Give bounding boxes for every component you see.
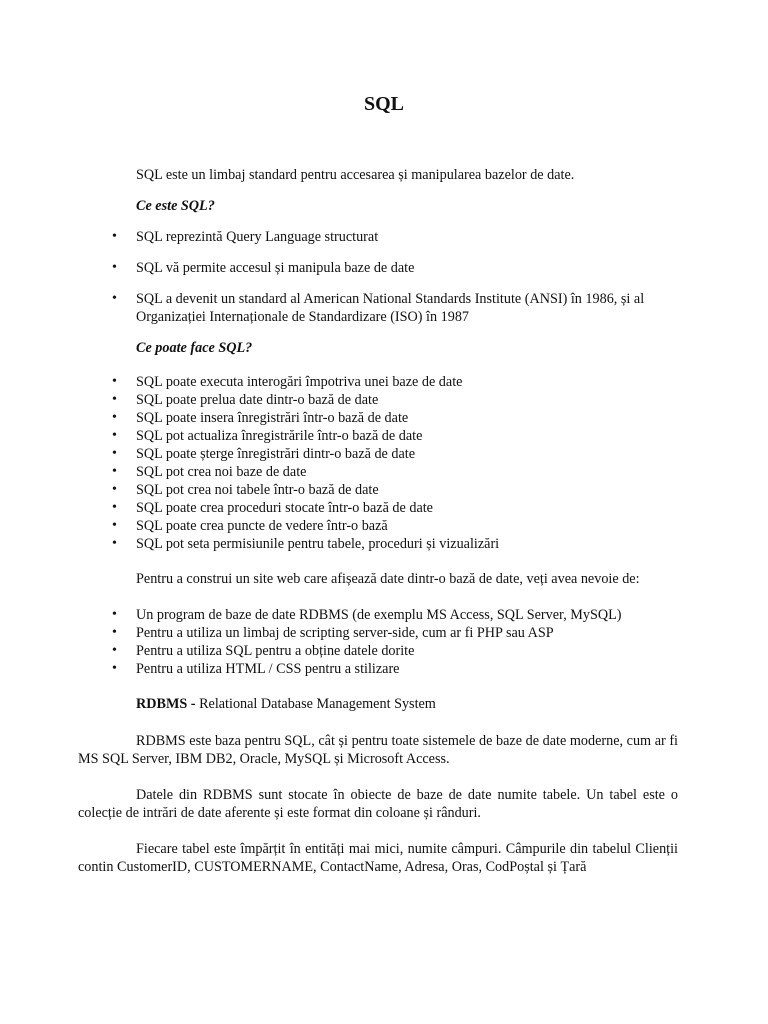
list-item: • SQL poate crea proceduri stocate într-o bază de date	[112, 500, 433, 516]
rdbms-paragraph-1: RDBMS este baza pentru SQL, cât și pentru toate sistemele de baze de date moderne, cum ar fi MS SQL Server, IBM DB2, Oracle, MySQL și Microsoft Access.	[78, 733, 678, 767]
website-paragraph: Pentru a construi un site web care afișează date dintr-o bază de date, veți avea nevoie de:	[136, 571, 640, 587]
list-item: • SQL pot crea noi baze de date	[112, 464, 307, 480]
list-item: • SQL pot seta permisiunile pentru tabele, proceduri și vizualizări	[112, 536, 500, 552]
what-is-sql-list	[110, 228, 690, 339]
intro-paragraph: SQL este un limbaj standard pentru accesarea și manipularea bazelor de date.	[136, 167, 575, 183]
bullet-icon: •	[112, 607, 117, 622]
bullet-icon: •	[112, 374, 117, 389]
bullet-icon: •	[112, 410, 117, 425]
list-item: • SQL vă permite accesul și manipula baze de date	[112, 260, 415, 276]
rdbms-term: RDBMS -	[136, 696, 196, 712]
bullet-icon: •	[112, 482, 117, 497]
bullet-icon: •	[112, 536, 117, 551]
website-requirements-list	[110, 606, 690, 678]
bullet-icon: •	[112, 392, 117, 407]
bullet-icon: •	[112, 518, 117, 533]
list-item: • SQL pot actualiza înregistrările într-o bază de date	[112, 428, 423, 444]
bullet-icon: •	[112, 428, 117, 443]
bullet-icon: •	[112, 625, 117, 640]
rdbms-expansion: Relational Database Management System	[195, 696, 436, 712]
list-item: • Pentru a utiliza un limbaj de scripting server-side, cum ar fi PHP sau ASP	[112, 625, 554, 641]
list-item: • Pentru a utiliza SQL pentru a obține datele dorite	[112, 643, 415, 659]
list-item: • Pentru a utiliza HTML / CSS pentru a stilizare	[112, 661, 400, 677]
bullet-icon: •	[112, 291, 117, 306]
bullet-icon: •	[112, 229, 117, 244]
what-can-sql-do-list	[110, 373, 690, 553]
rdbms-paragraph-3: Fiecare tabel este împărțit în entități mai mici, numite câmpuri. Câmpurile din tabelul Clienții contin CustomerID, CUSTOMERNAME, ContactName, Adresa, Oras, CodPoștal și Țară	[78, 841, 678, 875]
list-item: • SQL poate șterge înregistrări dintr-o bază de date	[112, 446, 416, 462]
bullet-icon: •	[112, 661, 117, 676]
list-item: • SQL poate crea puncte de vedere într-o bază	[112, 518, 388, 534]
heading-what-is-sql: Ce este SQL?	[136, 198, 215, 214]
heading-what-can-sql-do: Ce poate face SQL?	[136, 340, 253, 356]
bullet-icon: •	[112, 643, 117, 658]
list-item: • SQL poate executa interogări împotriva unei baze de date	[112, 374, 463, 390]
bullet-icon: •	[112, 260, 117, 275]
list-item: • SQL reprezintă Query Language structurat	[112, 229, 379, 245]
list-item: • SQL pot crea noi tabele într-o bază de date	[112, 482, 379, 498]
list-item: • SQL a devenit un standard al American National Standards Institute (ANSI) în 1986, și al Organizației Internaționale de Standardizare (ISO) în 1987	[112, 291, 645, 325]
list-item: • Un program de baze de date RDBMS (de exemplu MS Access, SQL Server, MySQL)	[112, 607, 622, 623]
rdbms-paragraph-2: Datele din RDBMS sunt stocate în obiecte de baze de date numite tabele. Un tabel este o colecție de intrări de date aferente și este format din coloane și rânduri.	[78, 787, 678, 821]
bullet-icon: •	[112, 446, 117, 461]
list-item: • SQL poate prelua date dintr-o bază de date	[112, 392, 379, 408]
list-item: • SQL poate insera înregistrări într-o bază de date	[112, 410, 409, 426]
page-title: SQL	[363, 93, 405, 115]
rdbms-definition	[136, 695, 436, 713]
bullet-icon: •	[112, 464, 117, 479]
bullet-icon: •	[112, 500, 117, 515]
